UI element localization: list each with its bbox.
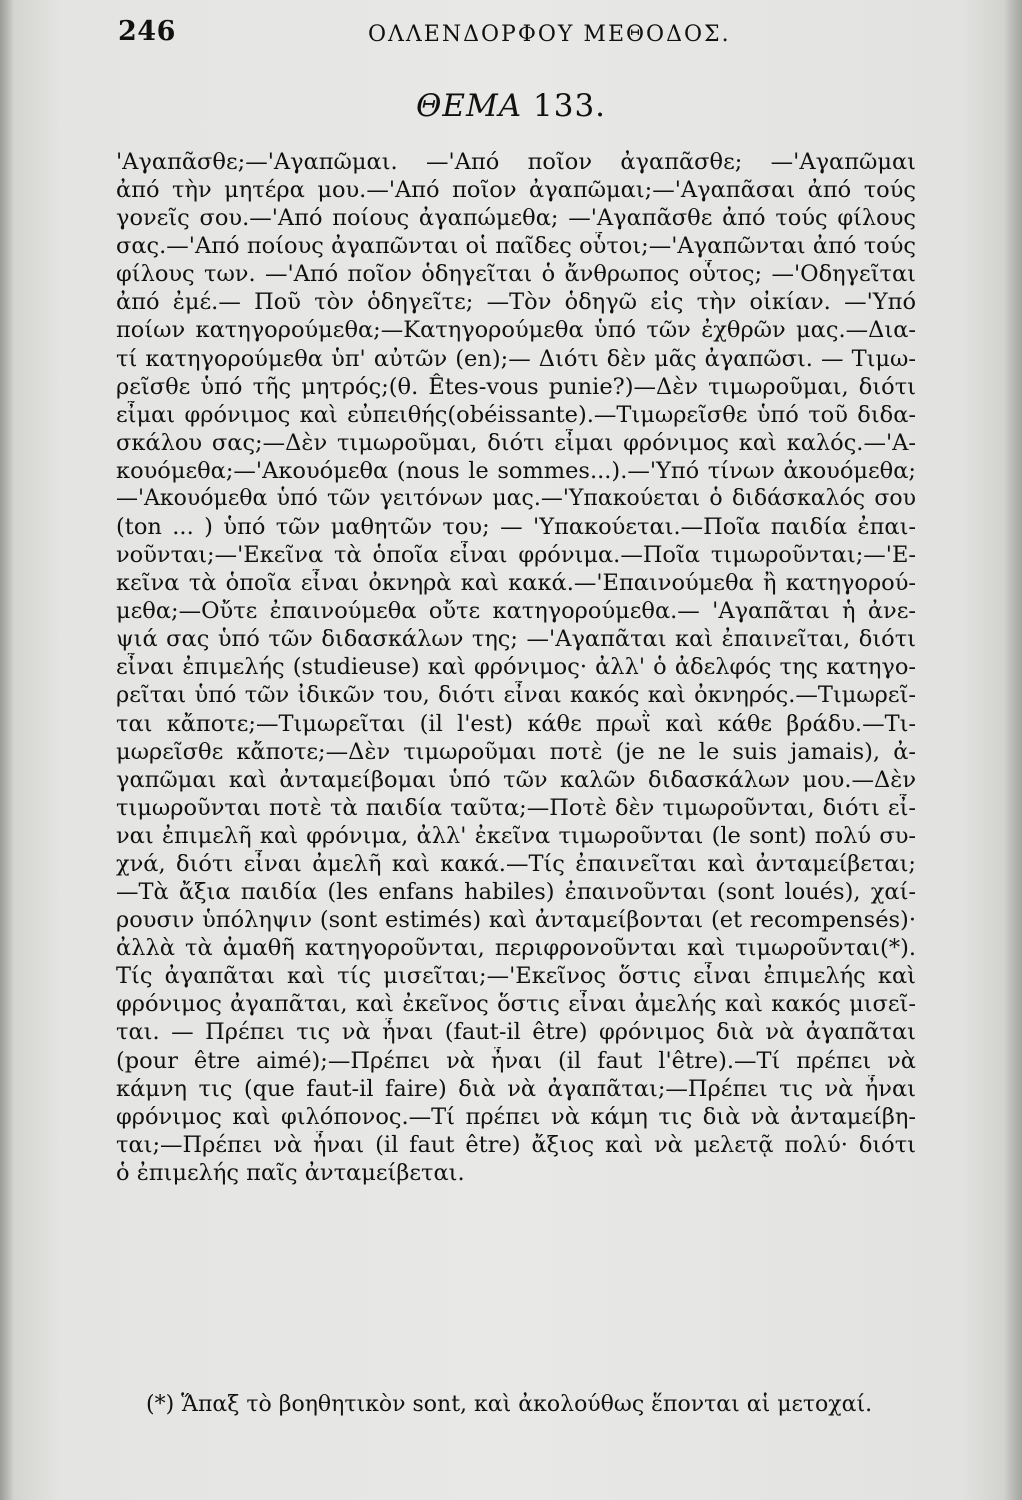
text-line: (pour être aimé);—Πρέπει νὰ ἦναι (il faut l'être).—Τί πρέπει νὰ (116, 1047, 916, 1074)
text-line: κουόμεθα;—'Ακουόμεθα (nous le sommes...).—'Υπό τίνων ἀκουόμεθα; (116, 457, 916, 484)
text-line: ἀλλὰ τὰ ἀμαθῆ κατηγοροῦνται, περιφρονοῦνται καὶ τιμωροῦνται(*). (116, 935, 916, 962)
body-text (116, 148, 916, 1187)
text-line: σκάλου σας;—Δὲν τιμωροῦμαι, διότι εἶμαι φρόνιμος καὶ καλός.—'Α- (116, 429, 916, 456)
text-line: ψιά σας ὑπό τῶν διδασκάλων της; —'Αγαπᾶται καὶ ἐπαινεῖται, διότι (116, 626, 916, 653)
text-line: ἀπό τὴν μητέρα μου.—'Από ποῖον ἀγαπῶμαι;—'Αγαπᾶσαι ἀπό τούς (116, 177, 916, 204)
text-line: χνά, διότι εἶναι ἀμελῆ καὶ κακά.—Τίς ἐπαινεῖται καὶ ἀνταμείβεται; (116, 850, 916, 877)
text-line: γονεῖς σου.—'Από ποίους ἀγαπώμεθα; —'Αγαπᾶσθε ἀπό τούς φίλους (116, 205, 916, 232)
text-line: εἶναι ἐπιμελής (studieuse) καὶ φρόνιμος· ἀλλ' ὁ ἀδελφός της κατηγο- (116, 654, 916, 681)
text-line: ρεῖσθε ὑπό τῆς μητρός;(θ. Êtes-vous punie?)—Δὲν τιμωροῦμαι, διότι (116, 373, 916, 400)
text-line: φρόνιμος καὶ φιλόπονος.—Τί πρέπει νὰ κάμη τις διὰ νὰ ἀνταμείβη- (116, 1103, 916, 1130)
text-line: εἶμαι φρόνιμος καὶ εὐπειθής(obéissante).—Τιμωρεῖσθε ὑπό τοῦ διδα- (116, 401, 916, 428)
text-line: ὁ ἐπιμελής παῖς ἀνταμείβεται. (116, 1159, 465, 1186)
text-line: μεθα;—Οὔτε ἐπαινούμεθα οὔτε κατηγορούμεθα.— 'Αγαπᾶται ἡ ἀνε- (116, 598, 916, 625)
text-line: ἀπό ἐμέ.— Ποῦ τὸν ὁδηγεῖτε; —Τὸν ὁδηγῶ εἰς τὴν οἰκίαν. —'Υπό (116, 289, 916, 316)
text-line: κάμνη τις (que faut-il faire) διὰ νὰ ἀγαπᾶται;—Πρέπει τις νὰ ἦναι (116, 1075, 916, 1102)
section-title (0, 88, 1022, 124)
text-line: ται;—Πρέπει νὰ ἦναι (il faut être) ἄξιος καὶ νὰ μελετᾷ πολύ· διότι (116, 1131, 916, 1158)
page-shadow-left (0, 0, 14, 1500)
text-line: ναι ἐπιμελῆ καὶ φρόνιμα, ἀλλ' ἐκεῖνα τιμωροῦνται (le sont) πολύ συ- (116, 822, 916, 849)
text-line: —'Ακουόμεθα ὑπό τῶν γειτόνων μας.—'Υπακούεται ὁ διδάσκαλός σου (116, 485, 916, 511)
text-line: ται κἄποτε;—Τιμωρεῖται (il l'est) κάθε πρωῒ καὶ κάθε βράδυ.—Τι- (116, 710, 916, 737)
text-line: ρουσιν ὑπόληψιν (sont estimés) καὶ ἀνταμείβονται (et recompensés)· (116, 907, 916, 934)
text-line: τί κατηγορούμεθα ὑπ' αὐτῶν (en);— Διότι δὲν μᾶς ἀγαπῶσι. — Τιμω- (116, 345, 916, 372)
text-line: φίλους των. —'Από ποῖον ὁδηγεῖται ὁ ἄνθρωπος οὗτος; —'Οδηγεῖται (116, 261, 916, 288)
section-label: ΘΕΜΑ (415, 88, 523, 124)
page-shadow-right (1004, 0, 1022, 1500)
text-line: Τίς ἀγαπᾶται καὶ τίς μισεῖται;—'Εκεῖνος ὅστις εἶναι ἐπιμελής καὶ (116, 963, 916, 990)
text-line: —Τὰ ἄξια παιδία (les enfans habiles) ἐπαινοῦνται (sont loués), χαί- (116, 879, 916, 906)
text-line: ρεῖται ὑπό τῶν ἰδικῶν του, διότι εἶναι κακός καὶ ὀκνηρός.—Τιμωρεῖ- (116, 682, 916, 709)
text-line: σας.—'Από ποίους ἀγαπῶνται οἱ παῖδες οὗτοι;—'Αγαπῶνται ἀπό τούς (116, 233, 916, 260)
text-line: γαπῶμαι καὶ ἀνταμείβομαι ὑπό τῶν καλῶν διδασκάλων μου.—Δὲν (116, 766, 916, 793)
text-line: ται. — Πρέπει τις νὰ ἦναι (faut-il être) φρόνιμος διὰ νὰ ἀγαπᾶται (116, 1019, 916, 1046)
text-line: τιμωροῦνται ποτὲ τὰ παιδία ταῦτα;—Ποτὲ δὲν τιμωροῦνται, διότι εἶ- (116, 794, 916, 821)
text-line: κεῖνα τὰ ὁποῖα εἶναι ὀκνηρὰ καὶ κακά.—'Επαινούμεθα ἢ κατηγορού- (116, 570, 916, 597)
text-line: 'Αγαπᾶσθε;—'Αγαπῶμαι. —'Από ποῖον ἀγαπᾶσθε; —'Αγαπῶμαι (116, 149, 916, 175)
text-line: (ton ... ) ὑπό τῶν μαθητῶν του; — 'Υπακούεται.—Ποῖα παιδία ἐπαι- (116, 514, 916, 541)
text-line: νοῦνται;—'Εκεῖνα τὰ ὁποῖα εἶναι φρόνιμα.—Ποῖα τιμωροῦνται;—'Ε- (116, 542, 916, 569)
text-line: ποίων κατηγορούμεθα;—Κατηγορούμεθα ὑπό τῶν ἐχθρῶν μας.—Δια- (116, 317, 916, 344)
page-header (118, 16, 898, 56)
page-number: 246 (118, 16, 176, 47)
text-line: φρόνιμος ἀγαπᾶται, καὶ ἐκεῖνος ὅστις εἶναι ἀμελής καὶ κακός μισεῖ- (116, 991, 916, 1018)
footnote: (*) Ἅπαξ τὸ βοηθητικὸν sont, καὶ ἀκολούθως ἕπονται αἱ μετοχαί. (146, 1392, 873, 1417)
text-line: μωρεῖσθε κἄποτε;—Δὲν τιμωροῦμαι ποτὲ (je ne le suis jamais), ἀ- (116, 738, 916, 765)
running-head: ΟΛΛΕΝΔΟΡΦΟΥ ΜΕΘΟΔΟΣ. (368, 22, 731, 47)
section-number: 133. (533, 88, 607, 124)
